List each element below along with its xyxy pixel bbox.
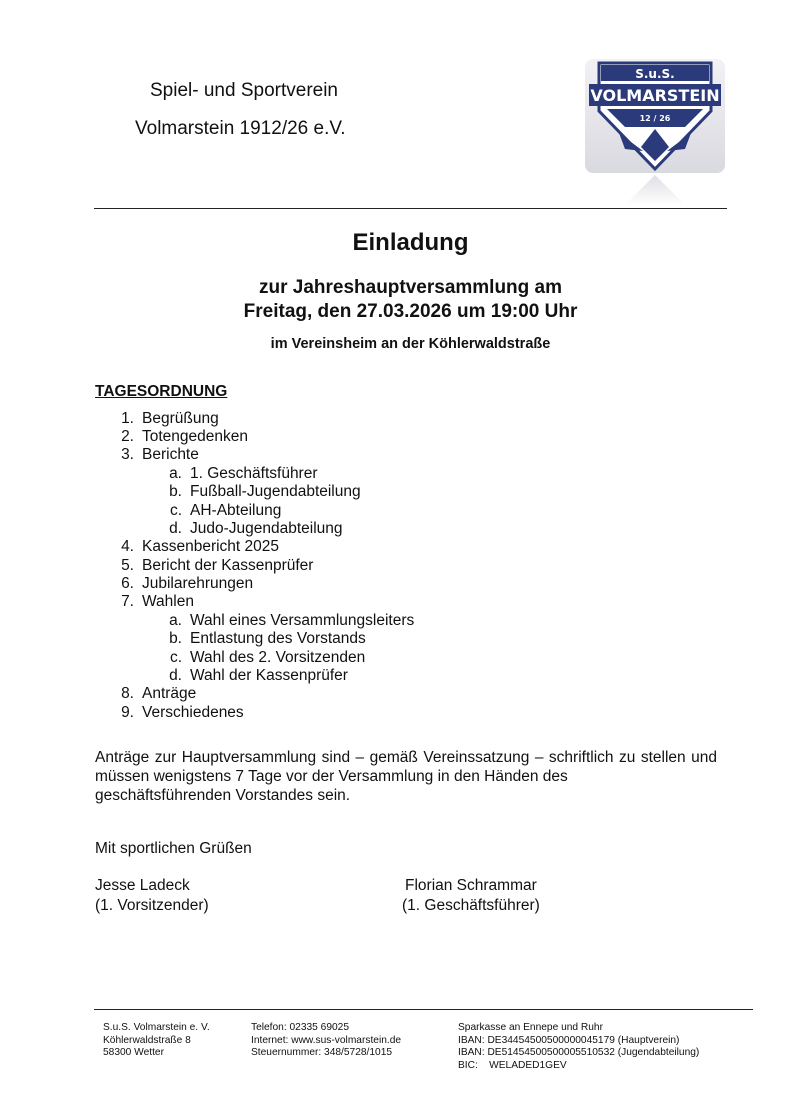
agenda-number: 5. bbox=[121, 557, 134, 574]
footer-bic: BIC: WELADED1GEV bbox=[458, 1059, 567, 1071]
signatory-2-name: Florian Schrammar bbox=[405, 877, 537, 894]
signatory-1-role: (1. Vorsitzender) bbox=[95, 897, 209, 914]
agenda-label: Wahl des 2. Vorsitzenden bbox=[190, 649, 366, 666]
paragraph-last-line: geschäftsführenden Vorstandes sein. bbox=[95, 787, 351, 804]
agenda-subitem-3d bbox=[169, 520, 343, 538]
agenda-item-1 bbox=[121, 410, 219, 428]
document-title: Einladung bbox=[352, 229, 469, 256]
agenda-label: Anträge bbox=[142, 685, 197, 702]
agenda-label: Begrüßung bbox=[142, 410, 219, 427]
agenda-number: c. bbox=[169, 502, 182, 519]
footer-divider bbox=[94, 1009, 753, 1010]
footer-address bbox=[103, 1022, 210, 1060]
agenda-number: d. bbox=[169, 520, 182, 537]
agenda-item-5 bbox=[121, 557, 314, 575]
footer-phone: Telefon: 02335 69025 bbox=[251, 1022, 349, 1033]
agenda-subitem-3c bbox=[169, 502, 282, 520]
agenda-number: c. bbox=[169, 649, 182, 666]
agenda-label: Fußball-Jugendabteilung bbox=[190, 483, 361, 500]
agenda-label: Verschiedenes bbox=[142, 704, 244, 721]
footer-tax-number: Steuernummer: 348/5728/1015 bbox=[251, 1047, 393, 1058]
footer-address-line: S.u.S. Volmarstein e. V. bbox=[103, 1022, 210, 1033]
header-divider bbox=[94, 208, 727, 209]
agenda-number: 1. bbox=[121, 410, 134, 427]
club-name-line2: Volmarstein 1912/26 e.V. bbox=[135, 118, 346, 139]
agenda-number: b. bbox=[169, 630, 182, 647]
subtitle-line2: Freitag, den 27.03.2026 um 19:00 Uhr bbox=[243, 301, 578, 322]
agenda-item-8 bbox=[121, 685, 197, 703]
paragraph-justified-part: Anträge zur Hauptversammlung sind – gemäß Vereinssatzung – schriftlich zu stellen und müssen wenigstens 7 Tage vor der Versammlung in den Händen des bbox=[95, 749, 717, 785]
logo-reflection bbox=[625, 175, 685, 205]
agenda-subitem-7d bbox=[169, 667, 348, 685]
footer-bank-name: Sparkasse an Ennepe und Ruhr bbox=[458, 1022, 603, 1033]
agenda-subitem-3b bbox=[169, 483, 361, 501]
footer-contact bbox=[251, 1022, 401, 1060]
agenda-label: Kassenbericht 2025 bbox=[142, 538, 280, 555]
agenda-label: Entlastung des Vorstands bbox=[190, 630, 366, 647]
agenda-label: Jubilarehrungen bbox=[142, 575, 254, 592]
agenda-label: Berichte bbox=[142, 446, 199, 463]
agenda-number: a. bbox=[169, 612, 182, 629]
agenda-subitem-7c bbox=[169, 649, 366, 667]
motion-deadline-paragraph bbox=[95, 748, 717, 805]
logo-name-text: VOLMARSTEIN bbox=[590, 86, 720, 105]
agenda-label: AH-Abteilung bbox=[190, 502, 282, 519]
footer-address-line: Köhlerwaldstraße 8 bbox=[103, 1034, 191, 1046]
agenda-number: 6. bbox=[121, 575, 134, 592]
agenda-label: Totengedenken bbox=[142, 428, 249, 445]
closing-greeting: Mit sportlichen Grüßen bbox=[95, 840, 252, 857]
agenda-subitem-3a bbox=[169, 465, 318, 483]
club-name-line1: Spiel- und Sportverein bbox=[150, 80, 338, 101]
agenda-label: 1. Geschäftsführer bbox=[190, 465, 318, 482]
footer-iban-youth: IBAN: DE51454500500005510532 (Jugendabteilung) bbox=[458, 1047, 700, 1058]
agenda-subitem-7b bbox=[169, 630, 366, 648]
agenda-number: 3. bbox=[121, 446, 134, 463]
venue-line: im Vereinsheim an der Köhlerwaldstraße bbox=[270, 336, 551, 352]
footer-address-line: 58300 Wetter bbox=[103, 1047, 164, 1058]
footer-iban-main: IBAN: DE34454500500000045179 (Hauptverein) bbox=[458, 1034, 680, 1046]
agenda-number: a. bbox=[169, 465, 182, 482]
agenda-item-9 bbox=[121, 704, 244, 722]
agenda-number: 2. bbox=[121, 428, 134, 445]
signatory-1-name: Jesse Ladeck bbox=[95, 877, 190, 894]
subtitle-line1: zur Jahreshauptversammlung am bbox=[258, 277, 563, 298]
agenda-number: 9. bbox=[121, 704, 134, 721]
agenda-item-6 bbox=[121, 575, 254, 593]
agenda-number: 7. bbox=[121, 593, 134, 610]
logo-top-text: S.u.S. bbox=[635, 67, 675, 81]
agenda-label: Bericht der Kassenprüfer bbox=[142, 557, 314, 574]
agenda-item-7 bbox=[121, 593, 194, 611]
agenda-label: Wahl der Kassenprüfer bbox=[190, 667, 348, 684]
footer-bank bbox=[458, 1022, 699, 1072]
agenda-heading: TAGESORDNUNG bbox=[95, 383, 228, 400]
agenda-label: Wahl eines Versammlungsleiters bbox=[190, 612, 415, 629]
agenda-item-2 bbox=[121, 428, 249, 446]
agenda-item-4 bbox=[121, 538, 280, 556]
agenda-label: Wahlen bbox=[142, 593, 194, 610]
logo-years-text: 12 / 26 bbox=[639, 114, 671, 123]
agenda-number: 4. bbox=[121, 538, 134, 555]
footer-website: Internet: www.sus-volmarstein.de bbox=[251, 1034, 402, 1046]
agenda-item-3 bbox=[121, 446, 199, 464]
agenda-label: Judo-Jugendabteilung bbox=[190, 520, 343, 537]
agenda-subitem-7a bbox=[169, 612, 415, 630]
signatory-2-role: (1. Geschäftsführer) bbox=[402, 897, 540, 914]
club-logo bbox=[585, 59, 725, 209]
agenda-number: b. bbox=[169, 483, 182, 500]
agenda-number: d. bbox=[169, 667, 182, 684]
agenda-number: 8. bbox=[121, 685, 134, 702]
